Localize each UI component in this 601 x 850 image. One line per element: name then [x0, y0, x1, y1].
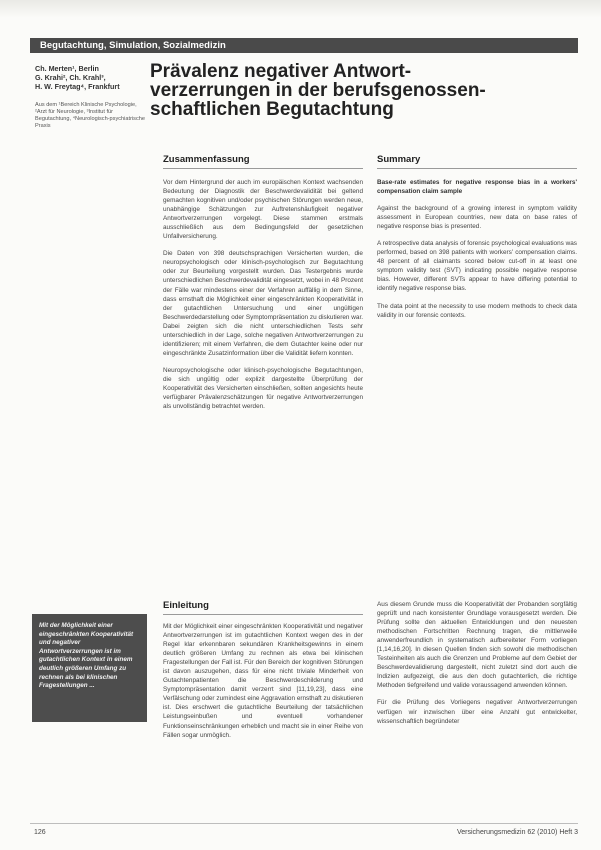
- einleitung-column-1: [163, 622, 363, 842]
- summary-subheading: Base-rate estimates for negative response bias in a workers' compensation claim sample: [377, 179, 577, 196]
- author-line: Ch. Merten¹, Berlin: [35, 64, 99, 73]
- body-paragraph: Für die Prüfung des Vorliegens negativer Antwortverzerrungen verfügen wir inzwischen über eine Anzahl gut entwickelter, wissenschaftlich begründeter: [377, 699, 577, 725]
- author-line: H. W. Freytag⁴, Frankfurt: [35, 82, 120, 91]
- heading-rule: [163, 614, 363, 615]
- author-line: G. Krahi², Ch. Krahl³,: [35, 73, 106, 82]
- page-number: 126: [34, 829, 46, 836]
- abstract-paragraph: Neuropsychologische oder klinisch-psychologische Begutachtungen, die sich ungültig oder explizit dargestellte Überprüfung der Kooperativität des Versicherten einschließen, sollten angesichts heute verfügbarer Prävalenzschätzungen für negative Antwortverzerrungen als unvollständig betrachtet werden.: [163, 366, 363, 411]
- abstract-paragraph: Die Daten von 398 deutschsprachigen Versicherten wurden, die neuropsychologisch oder klinisch-psychologisch zur Begutachtung oder zur Beurteilung vorgestellt wurden. Das Testergebnis wurde unterschiedlichen Beschwerdevalidität eingesetzt, wobei in 48 Prozent der Fälle war mindestens einer der Verfahren auffällig in dem Sinne, dass ernsthaft die Möglichkeit einer eingeschränkten Kooperativität in der gutachtlichen Untersuchung und einer ungültigen Beschwerdedarstellung oder Symptompräsentation zu diskutieren war. Dabei zeigten sich die nicht unterschiedlichen Tests sehr unterschiedlich in der Lage, solche negativen Antwortverzerrungen zu identifizieren; mit einem Verfahren, die dem Gutachter keine oder nur eingeschränkte Zusatzinformation über die Validität liefern konnten.: [163, 250, 363, 357]
- footer-rule: [30, 823, 578, 824]
- title-line: verzerrungen in der berufsgenossen-: [150, 80, 486, 101]
- zusammenfassung-body: [163, 178, 363, 419]
- zusammenfassung-heading: Zusammenfassung: [163, 154, 250, 165]
- article-title: [150, 62, 570, 119]
- abstract-paragraph: Vor dem Hintergrund der auch im europäischen Kontext wachsenden Bedeutung der Diagnostik der Beschwerdevalidität bei geltend gemachten kognitiven und/oder psychischen Störungen werden neue, unabhängige Schätzungen zur Auftretenshäufigkeit negativer Antwortverzerrungen vorgelegt. Diese stammen erstmals ausschließlich aus dem Bedingungsfeld der gesetzlichen Unfallversicherung.: [163, 179, 363, 241]
- body-paragraph: Mit der Möglichkeit einer eingeschränkten Kooperativität und negativer Antwortverzerrungen ist im gutachtlichen Kontext wegen des in der Regel klar erkennbaren sekundären Krankheitsgewinns in einem deutlich größeren Umfang zu rechnen als etwa bei klinischen Fragestellungen der Fall ist. Für den Bereich der kognitiven Störungen ist davon auszugehen, dass für eine nicht triviale Minderheit von Gutachtenpatienten die Beschwerdeschilderung und Symptompräsentation damit verzerrt sind [11,19,23], dass eine Verfälschung oder zumindest eine Aggravation ernsthaft zu diskutieren ist. Dies erschwert die gutachtliche Beurteilung der tatsächlichen Leistungseinbußen und eventuell vorhandener Funktionseinschränkungen erheblich und macht sie in einer Reihe von Fällen sogar unmöglich.: [163, 623, 363, 739]
- section-bar: Begutachtung, Simulation, Sozialmedizin: [30, 38, 578, 53]
- heading-rule: [163, 168, 363, 169]
- body-paragraph: Aus diesem Grunde muss die Kooperativität der Probanden sorgfältig geprüft und nach konsistenter Grundlage vorausgesetzt werden. Die Prüfung sollte den aktuellen Entwicklungen und den neuesten methodischen Fortschritten Rechnung tragen, die mittlerweile anwenderfreundlich in systematisch aufbereiteter Form vorliegen [1,14,16,20]. In diesen Quellen finden sich sowohl die methodischen Testeinheiten als auch die Grenzen und Probleme auf dem Gebiet der Beschwerdevalidierung dargestellt, nicht zuletzt sind dort auch die Indizien aufgezeigt, die aus den doch gutachterlich, die richtige Methoden tiefgreifend und valide voraussagend anwenden können.: [377, 601, 577, 690]
- author-list: [35, 64, 145, 91]
- journal-citation: Versicherungsmedizin 62 (2010) Heft 3: [456, 829, 578, 836]
- einleitung-heading: Einleitung: [163, 600, 209, 611]
- pull-quote-box: Mit der Möglichkeit einer eingeschränkten Kooperativität und negativer Antwortverzerrungen ist im gutachtlichen Kontext in einem deutlich größeren Umfang zu rechnen als bei klinischen Fragestellungen ...: [32, 614, 147, 722]
- heading-rule: [377, 168, 577, 169]
- summary-paragraph: A retrospective data analysis of forensic psychological evaluations was performed, based on 398 patients with workers' compensation claims. 48 percent of all claimants scored below cut-off in at least one symptom validity test (SVT) indicating possible negative response bias. However, different SVTs appear to have differing potential to identify negative response bias.: [377, 240, 577, 293]
- summary-body: [377, 178, 577, 328]
- summary-paragraph: Against the background of a growing interest in symptom validity assessment in European countries, new data on base rates of negative response bias is presented.: [377, 205, 577, 231]
- title-line: schaftlichen Begutachtung: [150, 99, 394, 120]
- einleitung-column-2: [377, 600, 577, 818]
- title-line: Prävalenz negativer Antwort-: [150, 61, 412, 82]
- author-affiliation: Aus dem ¹Bereich Klinische Psychologie, ²Arzt für Neurologie, ³Institut für Begutachtung, ⁴Neurologisch-psychiatrische Praxis: [35, 102, 145, 129]
- summary-heading: Summary: [377, 154, 421, 165]
- page-edge: [0, 0, 601, 18]
- summary-paragraph: The data point at the necessity to use modern methods to check data validity in our forensic contexts.: [377, 302, 577, 319]
